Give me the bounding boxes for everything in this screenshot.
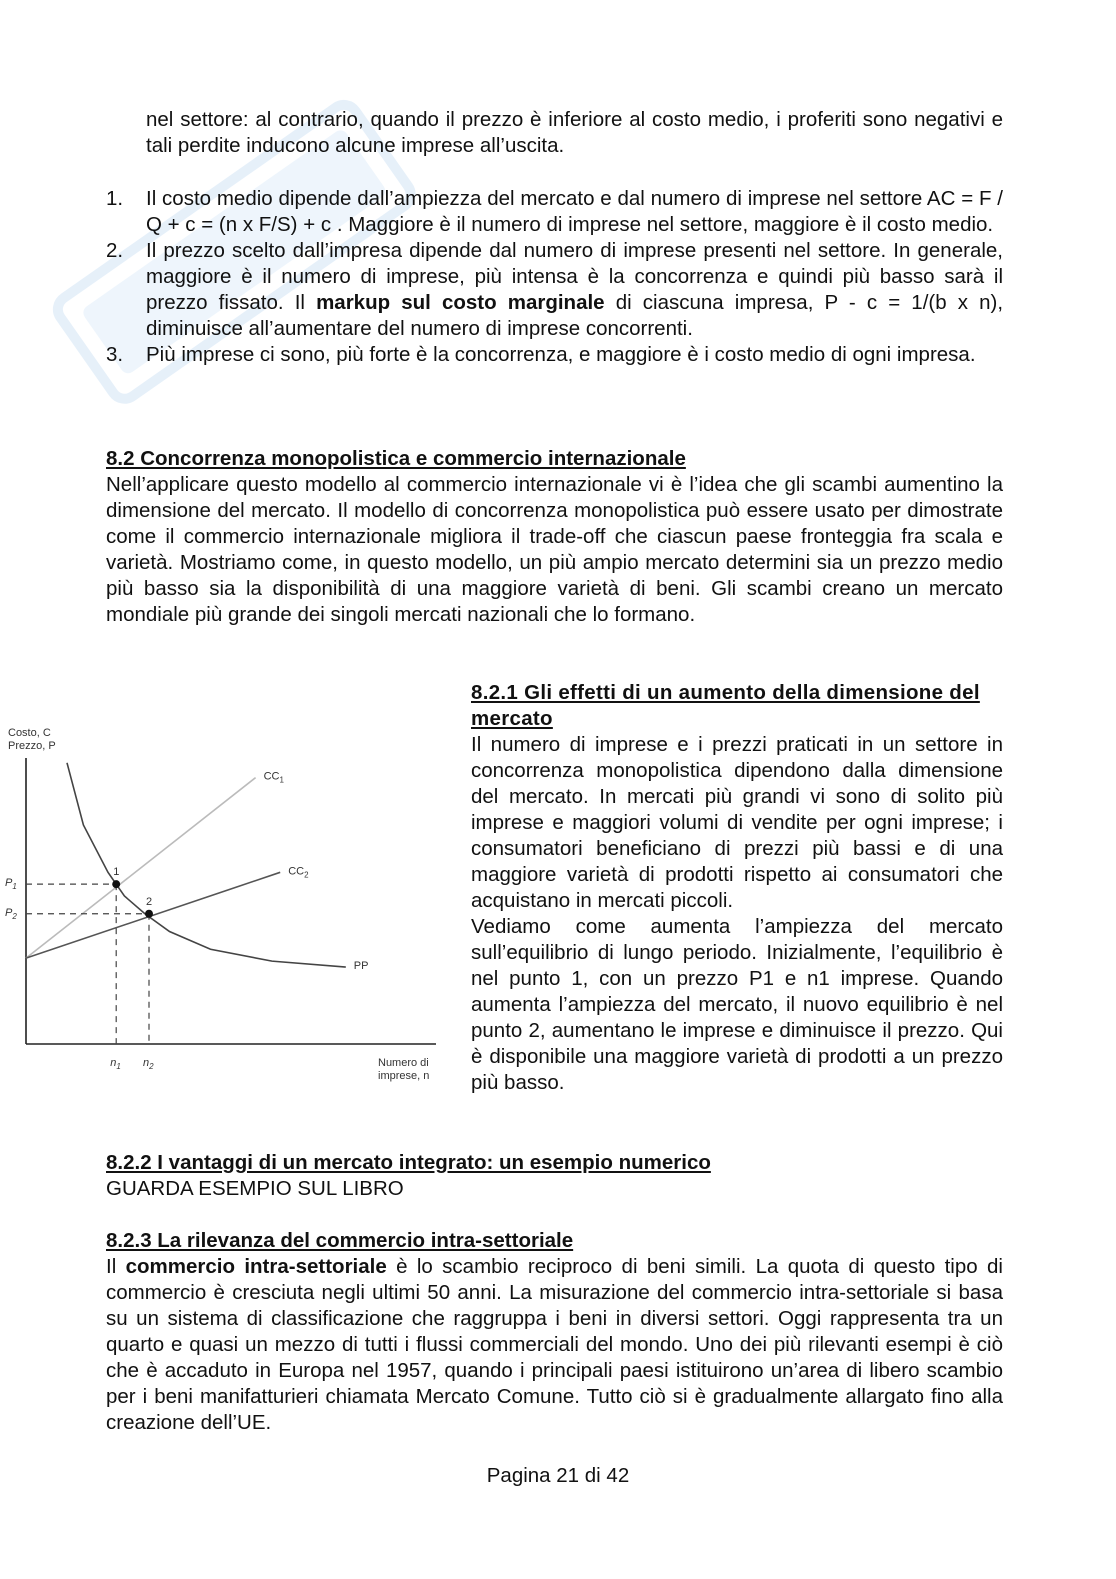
paragraph: Il numero di imprese e i prezzi praticati in un settore in concorrenza monopolistica dipendono dalla dimensione del mercato. In mercati più grandi vi sono di solito più imprese e maggiori volumi di vendite per ogni imprese; i consumatori beneficiano di prezzi più bassi e di una maggiore varietà di prodotti rispetto ai consumatori che acquistano in mercati piccoli.	[471, 733, 1003, 912]
paragraph: Vediamo come aumenta l’ampiezza del mercato sull’equilibrio di lungo periodo. Inizialmente, l’equilibrio è nel punto 1, con un prezzo P1 e n1 imprese. Quando aumenta l’ampiezza del mercato, il nuovo equilibrio è nel punto 2, aumentano le imprese e diminuisce il prezzo. Qui è disponibile una maggiore varietà di prodotti a un prezzo più basso.	[471, 915, 1003, 1094]
y-axis-label: Costo, C	[8, 727, 51, 739]
list-item: 1. Il costo medio dipende dall’ampiezza del mercato e dal numero di imprese nel settore AC = F / Q + c = (n x F/S) + c . Maggiore è il numero di imprese nel settore, maggiore è il costo medio.	[106, 187, 1003, 236]
section-body-8-2-1	[471, 732, 1003, 1096]
list-item: 2. Il prezzo scelto dall’impresa dipende dal numero di imprese presenti nel settore. In generale, maggiore è il numero di imprese, più intensa è la concorrenza e quindi più basso sarà il prezzo fissato. Il markup sul costo marginale di ciascuna impresa, P - c = 1/(b x n), diminuisce all’aumentare del numero di imprese concorrenti.	[106, 239, 1004, 340]
page-number: Pagina 21 di 42	[486, 1464, 630, 1487]
x-axis-label: imprese, n	[378, 1070, 430, 1082]
series-cc2-line	[26, 872, 280, 958]
x-tick-n1: $n_1$	[110, 1057, 121, 1071]
y-tick-P2: $P_2$	[5, 906, 17, 921]
series-pp-label: PP	[353, 960, 369, 973]
cost-price-chart	[0, 718, 440, 1090]
point-label-2: 2	[146, 895, 153, 908]
list-item: 3. Più imprese ci sono, più forte è la concorrenza, e maggiore è i costo medio di ogni impresa.	[106, 343, 976, 366]
x-tick-n2: $n_2$	[143, 1057, 154, 1071]
x-axis-label: Numero di	[378, 1057, 429, 1069]
series-cc1-line	[26, 778, 256, 959]
bold-term: markup sul costo marginale	[316, 291, 605, 314]
section-body-8-2-2: GUARDA ESEMPIO SUL LIBRO	[106, 1177, 404, 1200]
equilibrium-point-1	[112, 880, 120, 888]
equilibrium-point-2	[145, 910, 153, 918]
section-heading-8-2-1: 8.2.1 Gli effetti di un aumento della dimensione del mercato	[471, 681, 980, 730]
series-cc1-label: $CC_1$	[263, 770, 284, 785]
section-heading-8-2-2: 8.2.2 I vantaggi di un mercato integrato: un esempio numerico	[106, 1151, 711, 1174]
series-cc2-label: $CC_2$	[288, 865, 309, 880]
intro-paragraph: nel settore: al contrario, quando il prezzo è inferiore al costo medio, i proferiti sono negativi e tali perdite inducono alcune imprese all’uscita.	[146, 108, 1003, 157]
numbered-list	[106, 186, 1003, 368]
section-body-8-2-3: Il commercio intra-settoriale è lo scambio reciproco di beni simili. La quota di questo tipo di commercio è cresciuta negli ultimi 50 anni. La misurazione del commercio intra-settoriale si basa su un sistema di classificazione che raggruppa i beni in diversi settori. Oggi rappresenta tra un quarto e quasi un mezzo di tutti i flussi commerciali del mondo. Uno dei più rilevanti esempi è ciò che è accaduto in Europa nel 1957, quando i principali paesi istituirono un’area di libero scambio per i beni manifatturieri chiamata Mercato Comune. Tutto ciò si è gradualmente allargato fino alla creazione dell’UE.	[106, 1255, 1003, 1434]
section-body-8-2: Nell’applicare questo modello al commercio internazionale vi è l’idea che gli scambi aumentino la dimensione del mercato. Il modello di concorrenza monopolistica può essere usato per dimostrate come il commercio internazionale migliora il trade-off che ciascun paese fronteggia fra scala e varietà. Mostriamo come, in questo modello, un più ampio mercato determini sia un prezzo medio più basso sia la disponibilità di una maggiore varietà di beni. Gli scambi creano un mercato mondiale più grande dei singoli mercati nazionali che lo formano.	[106, 473, 1003, 626]
y-tick-P1: $P_1$	[5, 877, 17, 892]
section-heading-8-2-3: 8.2.3 La rilevanza del commercio intra-settoriale	[106, 1229, 574, 1252]
point-label-1: 1	[113, 866, 120, 879]
bold-term: commercio intra-settoriale	[125, 1255, 387, 1278]
section-heading-8-2: 8.2 Concorrenza monopolistica e commercio internazionale	[106, 447, 686, 470]
y-axis-label: Prezzo, P	[8, 740, 56, 752]
